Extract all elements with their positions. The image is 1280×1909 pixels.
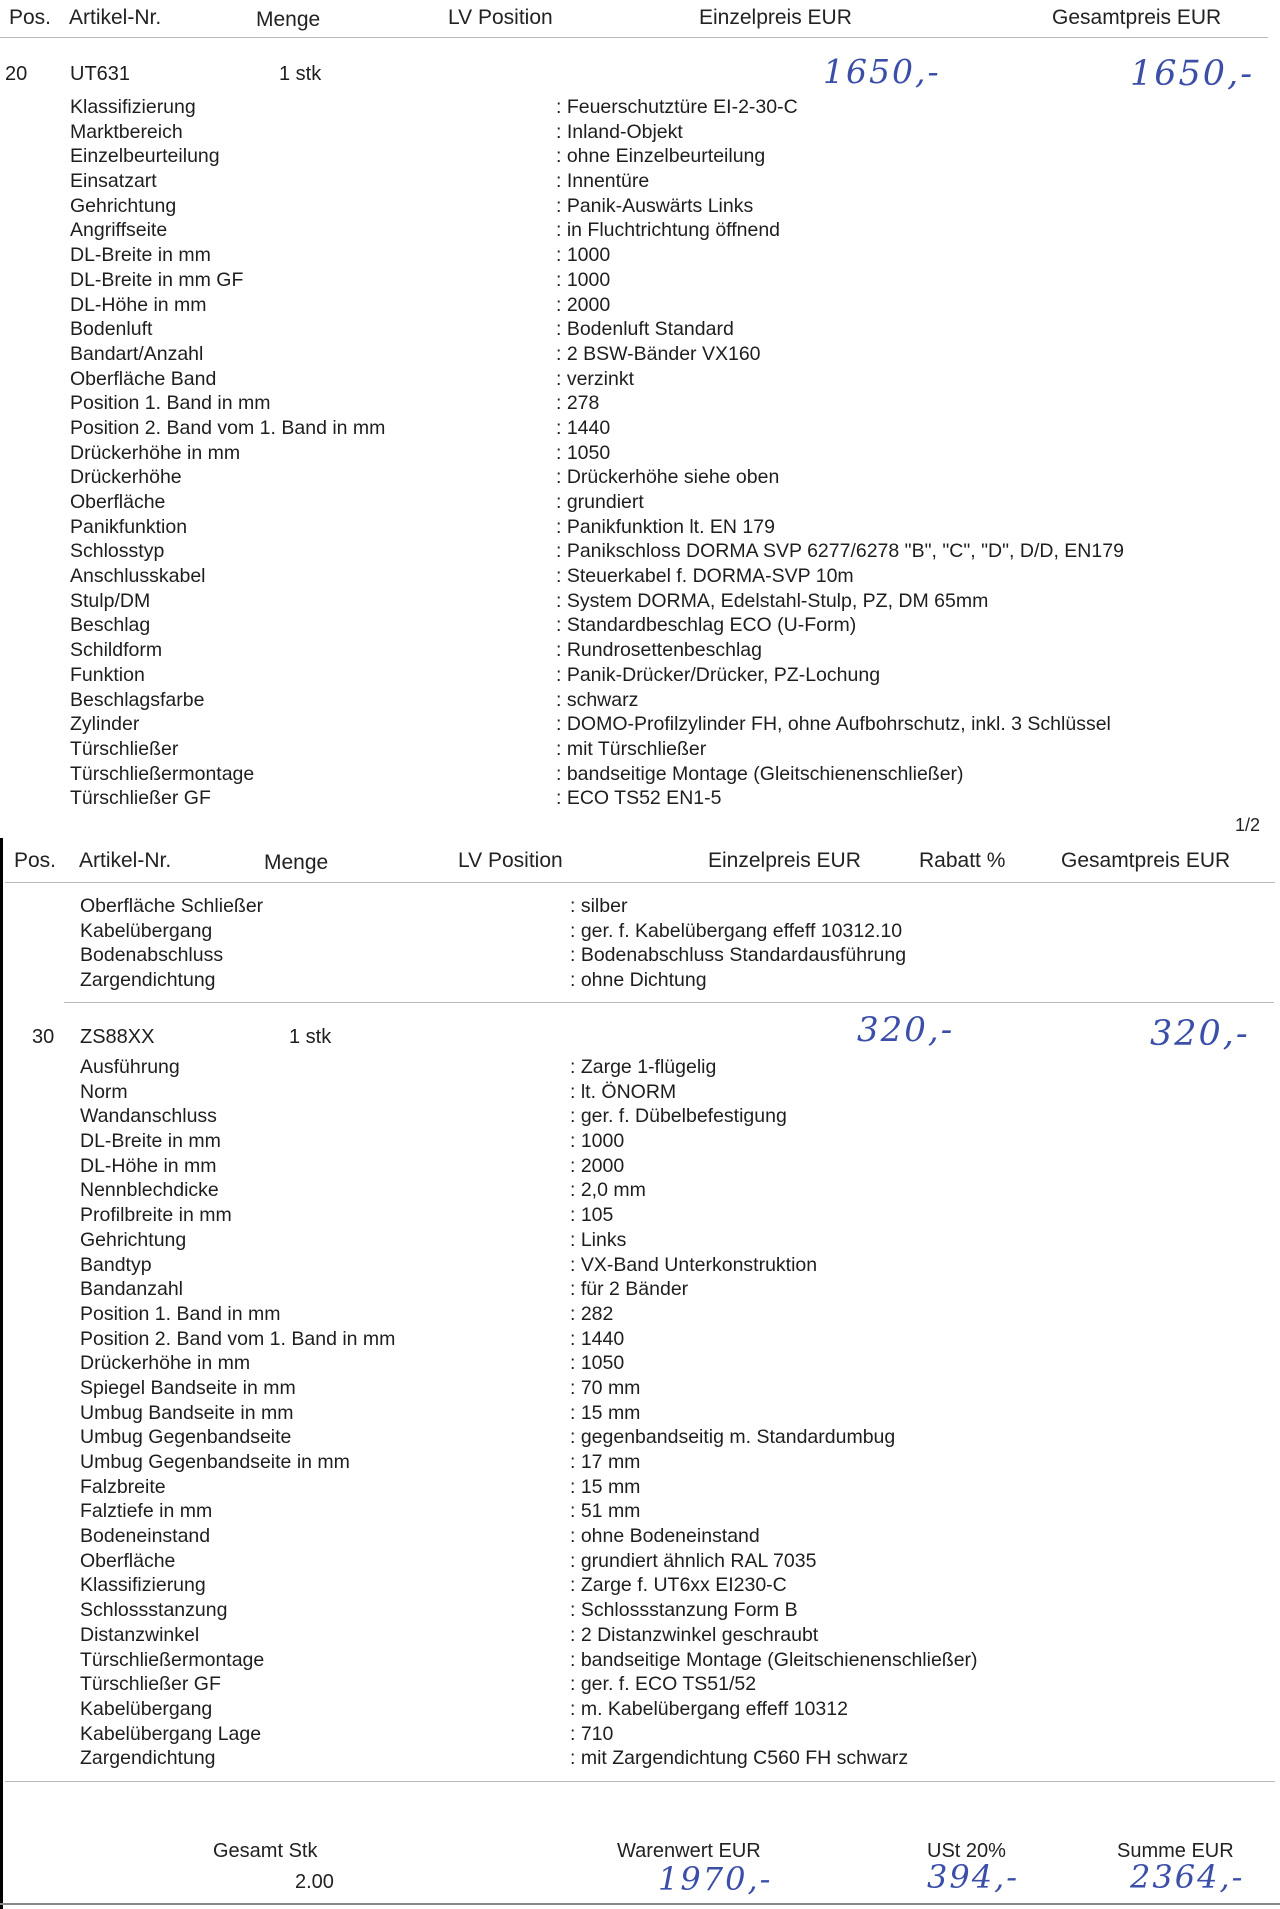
property-label: Position 1. Band in mm xyxy=(80,1302,281,1325)
property-value: : Standardbeschlag ECO (U-Form) xyxy=(556,614,857,637)
totals-rule-bottom xyxy=(0,1903,1280,1905)
continued-property-labels xyxy=(80,894,263,993)
property-value: : Panik-Drücker/Drücker, PZ-Lochung xyxy=(556,663,881,686)
property-label: DL-Breite in mm xyxy=(80,1130,221,1153)
property-value: : silber xyxy=(570,895,628,917)
property-value: : 1050 xyxy=(570,1352,625,1375)
property-value: : verzinkt xyxy=(556,367,635,390)
property-value: : für 2 Bänder xyxy=(570,1278,689,1301)
property-label: Bandart/Anzahl xyxy=(70,342,204,365)
property-label: Angriffseite xyxy=(70,219,168,242)
property-label: Bandanzahl xyxy=(80,1278,184,1301)
property-label: Oberfläche Schließer xyxy=(80,895,264,917)
property-label: Funktion xyxy=(70,663,145,686)
property-label: Bandtyp xyxy=(80,1253,152,1276)
header-lv-position: LV Position xyxy=(448,6,553,29)
property-label: Kabelübergang xyxy=(80,919,213,942)
header-rule xyxy=(5,882,1275,883)
property-value: : mit Zargendichtung C560 FH schwarz xyxy=(570,1747,909,1770)
property-label: Türschließer xyxy=(70,737,179,760)
property-label: DL-Breite in mm GF xyxy=(70,268,244,291)
totals-summe-label: Summe EUR xyxy=(1117,1840,1234,1862)
property-value: : Panikfunktion lt. EN 179 xyxy=(556,515,775,538)
scan-edge xyxy=(0,838,3,1909)
property-label: Oberfläche xyxy=(70,491,166,513)
page-number: 1/2 xyxy=(1235,815,1261,835)
property-label: Oberfläche Band xyxy=(70,367,217,390)
property-value: : 17 mm xyxy=(570,1451,641,1473)
property-value: : lt. ÖNORM xyxy=(570,1080,677,1103)
property-value: : 2 Distanzwinkel geschraubt xyxy=(570,1623,819,1646)
header-pos: Pos. xyxy=(14,849,57,872)
item-pos: 30 xyxy=(32,1026,55,1048)
property-label: DL-Breite in mm xyxy=(70,244,211,267)
property-label: Schlossstanzung xyxy=(80,1599,228,1622)
property-value: : in Fluchtrichtung öffnend xyxy=(556,219,781,242)
property-value: : Bodenluft Standard xyxy=(556,318,734,341)
item-separator xyxy=(64,1002,1274,1003)
property-label: Zargendichtung xyxy=(80,1747,216,1770)
property-value: : 15 mm xyxy=(570,1401,641,1424)
property-label: Anschlusskabel xyxy=(70,565,206,588)
property-value: : grundiert ähnlich RAL 7035 xyxy=(570,1549,817,1572)
totals-gesamt-stk-value: 2.00 xyxy=(295,1871,334,1893)
property-label: Drückerhöhe in mm xyxy=(80,1352,251,1375)
property-label: Position 2. Band vom 1. Band in mm xyxy=(80,1327,396,1350)
handwritten-ust: 394,- xyxy=(927,1858,1020,1896)
property-value: : 2 BSW-Bänder VX160 xyxy=(556,342,761,365)
property-label: Spiegel Bandseite in mm xyxy=(80,1376,296,1399)
property-label: Umbug Bandseite in mm xyxy=(80,1401,294,1424)
header-menge: Menge xyxy=(264,851,329,874)
header-lv-position: LV Position xyxy=(458,849,563,872)
property-label: Beschlag xyxy=(70,614,151,637)
property-value: : ger. f. Dübelbefestigung xyxy=(570,1105,787,1128)
handwritten-gesamtpreis: 1650,- xyxy=(1130,54,1255,94)
property-label: Klassifizierung xyxy=(80,1574,206,1597)
property-value: : ohne Bodeneinstand xyxy=(570,1525,760,1548)
property-value: : 1050 xyxy=(556,441,611,464)
property-value: : 70 mm xyxy=(570,1376,641,1399)
property-value: : 1000 xyxy=(556,244,611,267)
header-einzelpreis: Einzelpreis EUR xyxy=(708,849,861,872)
property-label: Gehrichtung xyxy=(80,1228,187,1251)
property-value: : DOMO-Profilzylinder FH, ohne Aufbohrschutz, inkl. 3 Schlüssel xyxy=(556,713,1111,736)
property-label: Türschließer GF xyxy=(70,787,211,810)
property-label: Norm xyxy=(80,1080,128,1103)
property-value: : Zarge 1-flügelig xyxy=(570,1056,717,1078)
property-label: Falztiefe in mm xyxy=(80,1500,213,1523)
handwritten-einzelpreis: 320,- xyxy=(857,1010,955,1050)
property-label: Drückerhöhe in mm xyxy=(70,441,241,464)
handwritten-gesamtpreis: 320,- xyxy=(1150,1014,1250,1054)
property-value: : Bodenabschluss Standardausführung xyxy=(570,944,907,967)
property-value: : grundiert xyxy=(556,491,644,513)
property-value: : Links xyxy=(570,1228,627,1251)
property-value: : 710 xyxy=(570,1722,614,1745)
property-value: : 15 mm xyxy=(570,1475,641,1498)
property-label: Klassifizierung xyxy=(70,96,196,118)
property-value: : 105 xyxy=(570,1204,614,1227)
property-label: Bodeneinstand xyxy=(80,1525,211,1548)
property-value: : Drückerhöhe siehe oben xyxy=(556,466,780,489)
property-label: Türschließermontage xyxy=(80,1648,265,1671)
header-einzelpreis: Einzelpreis EUR xyxy=(699,6,852,29)
property-value: : mit Türschließer xyxy=(556,737,707,760)
property-label: Kabelübergang Lage xyxy=(80,1722,262,1745)
property-value: : ohne Dichtung xyxy=(570,969,707,992)
handwritten-summe: 2364,- xyxy=(1130,1858,1245,1896)
property-label: Schlosstyp xyxy=(70,540,165,563)
property-label: Bodenabschluss xyxy=(80,944,224,967)
continued-property-values xyxy=(570,894,906,993)
property-value: : 1000 xyxy=(570,1130,625,1153)
item-menge: 1 stk xyxy=(289,1026,332,1048)
header-rule xyxy=(0,37,1268,38)
property-label: DL-Höhe in mm xyxy=(80,1154,217,1177)
property-label: Drückerhöhe xyxy=(70,466,182,489)
item-property-values xyxy=(570,1055,978,1771)
handwritten-warenwert: 1970,- xyxy=(658,1860,773,1898)
property-value: : Steuerkabel f. DORMA-SVP 10m xyxy=(556,565,854,588)
property-label: Position 2. Band vom 1. Band in mm xyxy=(70,416,386,439)
item-property-labels xyxy=(70,95,385,811)
property-label: Oberfläche xyxy=(80,1549,176,1572)
property-label: Gehrichtung xyxy=(70,194,177,217)
property-label: Beschlagsfarbe xyxy=(70,688,205,711)
property-label: Marktbereich xyxy=(70,120,183,143)
property-value: : Panik-Auswärts Links xyxy=(556,194,754,217)
property-value: : 1000 xyxy=(556,268,611,291)
property-label: Zylinder xyxy=(70,713,140,736)
header-artikel: Artikel-Nr. xyxy=(79,849,172,872)
item-property-labels xyxy=(80,1055,395,1771)
property-value: : 2000 xyxy=(570,1154,625,1177)
property-value: : Zarge f. UT6xx EI230-C xyxy=(570,1574,787,1597)
item-menge: 1 stk xyxy=(279,63,322,85)
totals-ust-label: USt 20% xyxy=(927,1840,1006,1862)
property-label: Bodenluft xyxy=(70,318,153,341)
header-artikel: Artikel-Nr. xyxy=(69,6,162,29)
property-label: Ausführung xyxy=(80,1056,180,1078)
property-value: : 1440 xyxy=(556,416,611,439)
property-label: Distanzwinkel xyxy=(80,1623,200,1646)
property-value: : ECO TS52 EN1-5 xyxy=(556,787,722,810)
totals-warenwert-label: Warenwert EUR xyxy=(617,1840,761,1862)
property-label: Stulp/DM xyxy=(70,589,151,612)
header-gesamtpreis: Gesamtpreis EUR xyxy=(1052,6,1222,29)
property-label: Position 1. Band in mm xyxy=(70,392,271,415)
property-value: : Schlossstanzung Form B xyxy=(570,1599,798,1622)
property-value: : Feuerschutztüre EI-2-30-C xyxy=(556,96,798,118)
property-label: Einzelbeurteilung xyxy=(70,145,220,168)
property-value: : Innentüre xyxy=(556,170,650,193)
property-value: : ger. f. Kabelübergang effeff 10312.10 xyxy=(570,919,903,942)
property-value: : Inland-Objekt xyxy=(556,120,683,143)
property-label: Einsatzart xyxy=(70,170,157,193)
property-label: Kabelübergang xyxy=(80,1697,213,1720)
header-pos: Pos. xyxy=(9,6,52,29)
property-label: Panikfunktion xyxy=(70,515,188,538)
property-label: Falzbreite xyxy=(80,1475,166,1498)
property-label: Schildform xyxy=(70,639,163,662)
totals-rule-top xyxy=(5,1781,1275,1782)
property-label: Umbug Gegenbandseite xyxy=(80,1426,292,1449)
item-artikel-nr: UT631 xyxy=(70,63,131,85)
totals-gesamt-stk-label: Gesamt Stk xyxy=(213,1840,318,1862)
item-property-values xyxy=(556,95,1124,811)
property-label: DL-Höhe in mm xyxy=(70,293,207,316)
property-label: Umbug Gegenbandseite in mm xyxy=(80,1451,350,1473)
property-value: : 282 xyxy=(570,1302,614,1325)
property-value: : System DORMA, Edelstahl-Stulp, PZ, DM 65mm xyxy=(556,589,989,612)
property-value: : Panikschloss DORMA SVP 6277/6278 "B", "C", "D", D/D, EN179 xyxy=(556,540,1124,563)
property-value: : 51 mm xyxy=(570,1500,641,1523)
header-rabatt: Rabatt % xyxy=(919,849,1006,872)
property-value: : Rundrosettenbeschlag xyxy=(556,639,762,662)
property-value: : m. Kabelübergang effeff 10312 xyxy=(570,1697,848,1720)
property-value: : schwarz xyxy=(556,688,639,711)
property-label: Nennblechdicke xyxy=(80,1179,219,1202)
property-label: Türschließer GF xyxy=(80,1673,221,1696)
property-label: Wandanschluss xyxy=(80,1105,217,1128)
property-label: Türschließermontage xyxy=(70,762,255,785)
property-value: : gegenbandseitig m. Standardumbug xyxy=(570,1426,896,1449)
property-value: : ger. f. ECO TS51/52 xyxy=(570,1673,757,1696)
header-menge: Menge xyxy=(256,8,321,31)
property-value: : ohne Einzelbeurteilung xyxy=(556,145,766,168)
header-gesamtpreis: Gesamtpreis EUR xyxy=(1061,849,1231,872)
property-value: : VX-Band Unterkonstruktion xyxy=(570,1253,818,1276)
property-value: : bandseitige Montage (Gleitschienenschließer) xyxy=(556,762,964,785)
property-value: : 1440 xyxy=(570,1327,625,1350)
property-value: : bandseitige Montage (Gleitschienenschließer) xyxy=(570,1648,978,1671)
property-label: Zargendichtung xyxy=(80,969,216,992)
property-label: Profilbreite in mm xyxy=(80,1204,232,1227)
property-value: : 2,0 mm xyxy=(570,1179,646,1202)
property-value: : 278 xyxy=(556,392,600,415)
property-value: : 2000 xyxy=(556,293,611,316)
item-pos: 20 xyxy=(5,63,28,85)
item-artikel-nr: ZS88XX xyxy=(80,1026,155,1048)
handwritten-einzelpreis: 1650,- xyxy=(823,52,941,91)
